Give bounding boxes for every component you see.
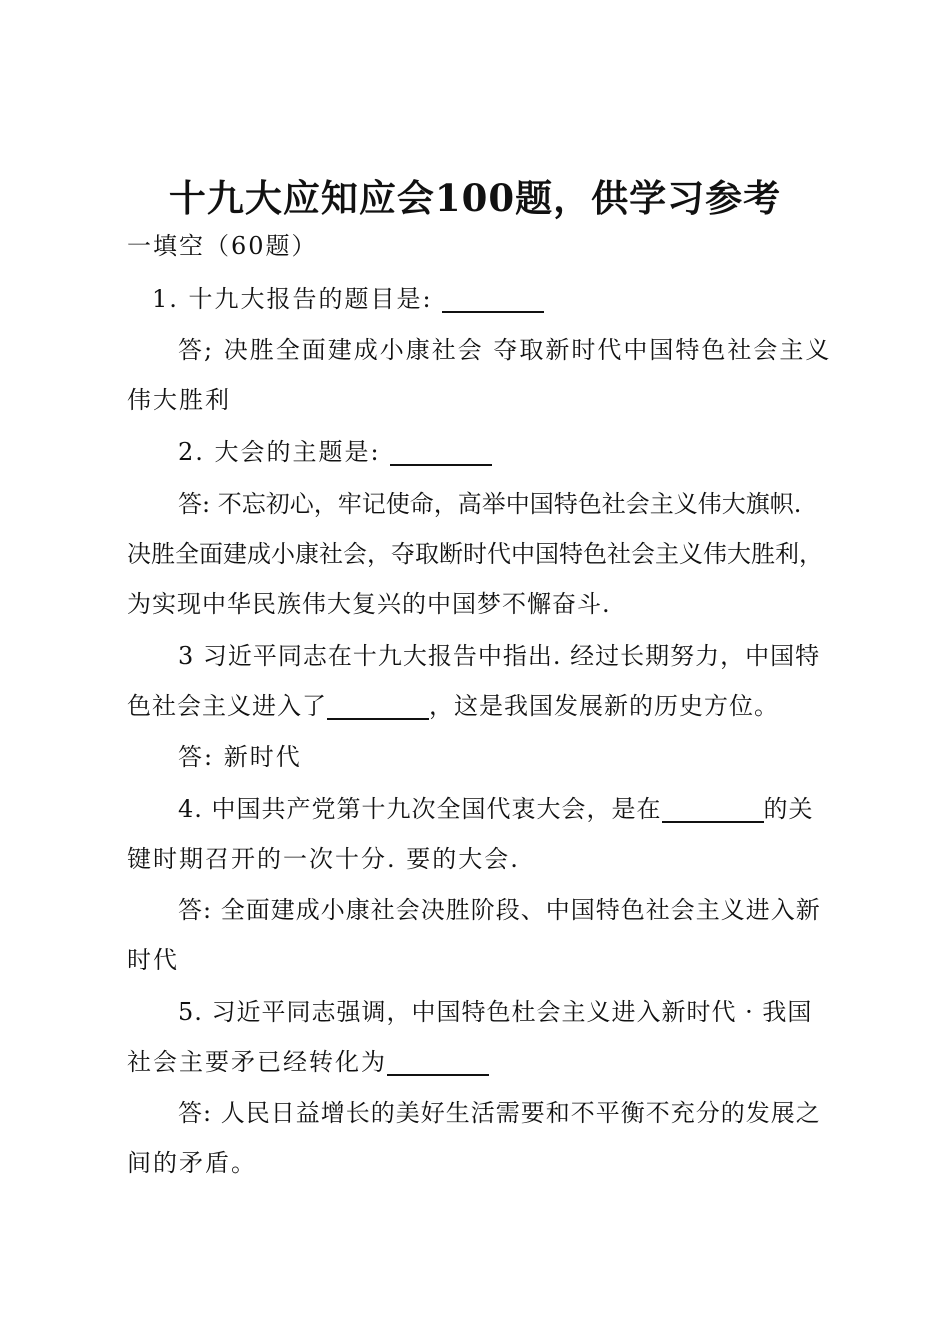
answer-4-line-1: 答: 全面建成小康社会决胜阶段、中国特色社会主义进入新 (178, 896, 821, 924)
question-5-text-b: 社会主要矛已经转化为 (127, 1048, 387, 1076)
question-3 (178, 639, 820, 673)
question-5-number: 5. (178, 998, 203, 1026)
answer-blank (662, 793, 764, 823)
question-2-number: 2. (178, 438, 205, 466)
question-5 (178, 995, 812, 1029)
answer-blank (327, 690, 429, 720)
answer-1-line-2: 伟大胜利 (127, 386, 231, 414)
question-3-text: 习近平同志在十九大报告中指出. 经过长期努力，中国特 (202, 642, 821, 670)
answer-4-line-2: 时代 (127, 946, 179, 974)
answer-5-line-2: 间的矛盾。 (127, 1149, 257, 1177)
answer-2-line-1: 答: 不忘初心，牢记使命，高举中国特色社会主义伟大旗帜. (178, 490, 802, 518)
section-heading: 一填空（60题） (127, 232, 318, 260)
question-4 (178, 792, 814, 826)
question-3-number: 3 (178, 642, 195, 670)
question-1-number: 1. (152, 285, 179, 313)
question-2 (178, 435, 492, 469)
answer-1-line-1: 答; 决胜全面建成小康社会 夺取新时代中国特色社会主义 (178, 336, 832, 364)
question-4-number: 4. (178, 795, 203, 823)
answer-2-line-3: 为实现中华民族伟大复兴的中国梦不懈奋斗. (127, 590, 611, 618)
question-4-text-b: 的关 (763, 795, 814, 823)
question-5-text: 习近平同志强调，中国特色杜会主义进入新时代 · 我国 (211, 998, 813, 1026)
question-4-text-a: 中国共产党第十九次全国代衷大会，是在 (211, 795, 662, 823)
question-2-text: 大会的主题是: (214, 438, 381, 466)
question-5-line-2 (127, 1045, 489, 1079)
answer-3-line-1: 答: 新时代 (178, 743, 302, 771)
question-1-text: 十九大报告的题目是: (188, 285, 433, 313)
question-3-text-a: 色社会主义进入了 (127, 692, 327, 720)
answer-5-line-1: 答: 人民日益增长的美好生活需要和不平衡不充分的发展之 (178, 1099, 821, 1127)
answer-blank (390, 436, 492, 466)
answer-blank (442, 283, 544, 313)
question-1 (152, 282, 544, 316)
document-title: 十九大应知应会100题，供学习参考 (168, 176, 782, 220)
question-4-line-2: 键时期召开的一次十分. 要的大会. (127, 845, 520, 873)
question-3-line-2 (127, 689, 779, 723)
answer-2-line-2: 决胜全面建成小康社会，夺取断时代中国特色社会主义伟大胜利， (127, 540, 823, 568)
question-3-text-b: ，这是我国发展新的历史方位。 (429, 692, 779, 720)
answer-blank (387, 1046, 489, 1076)
